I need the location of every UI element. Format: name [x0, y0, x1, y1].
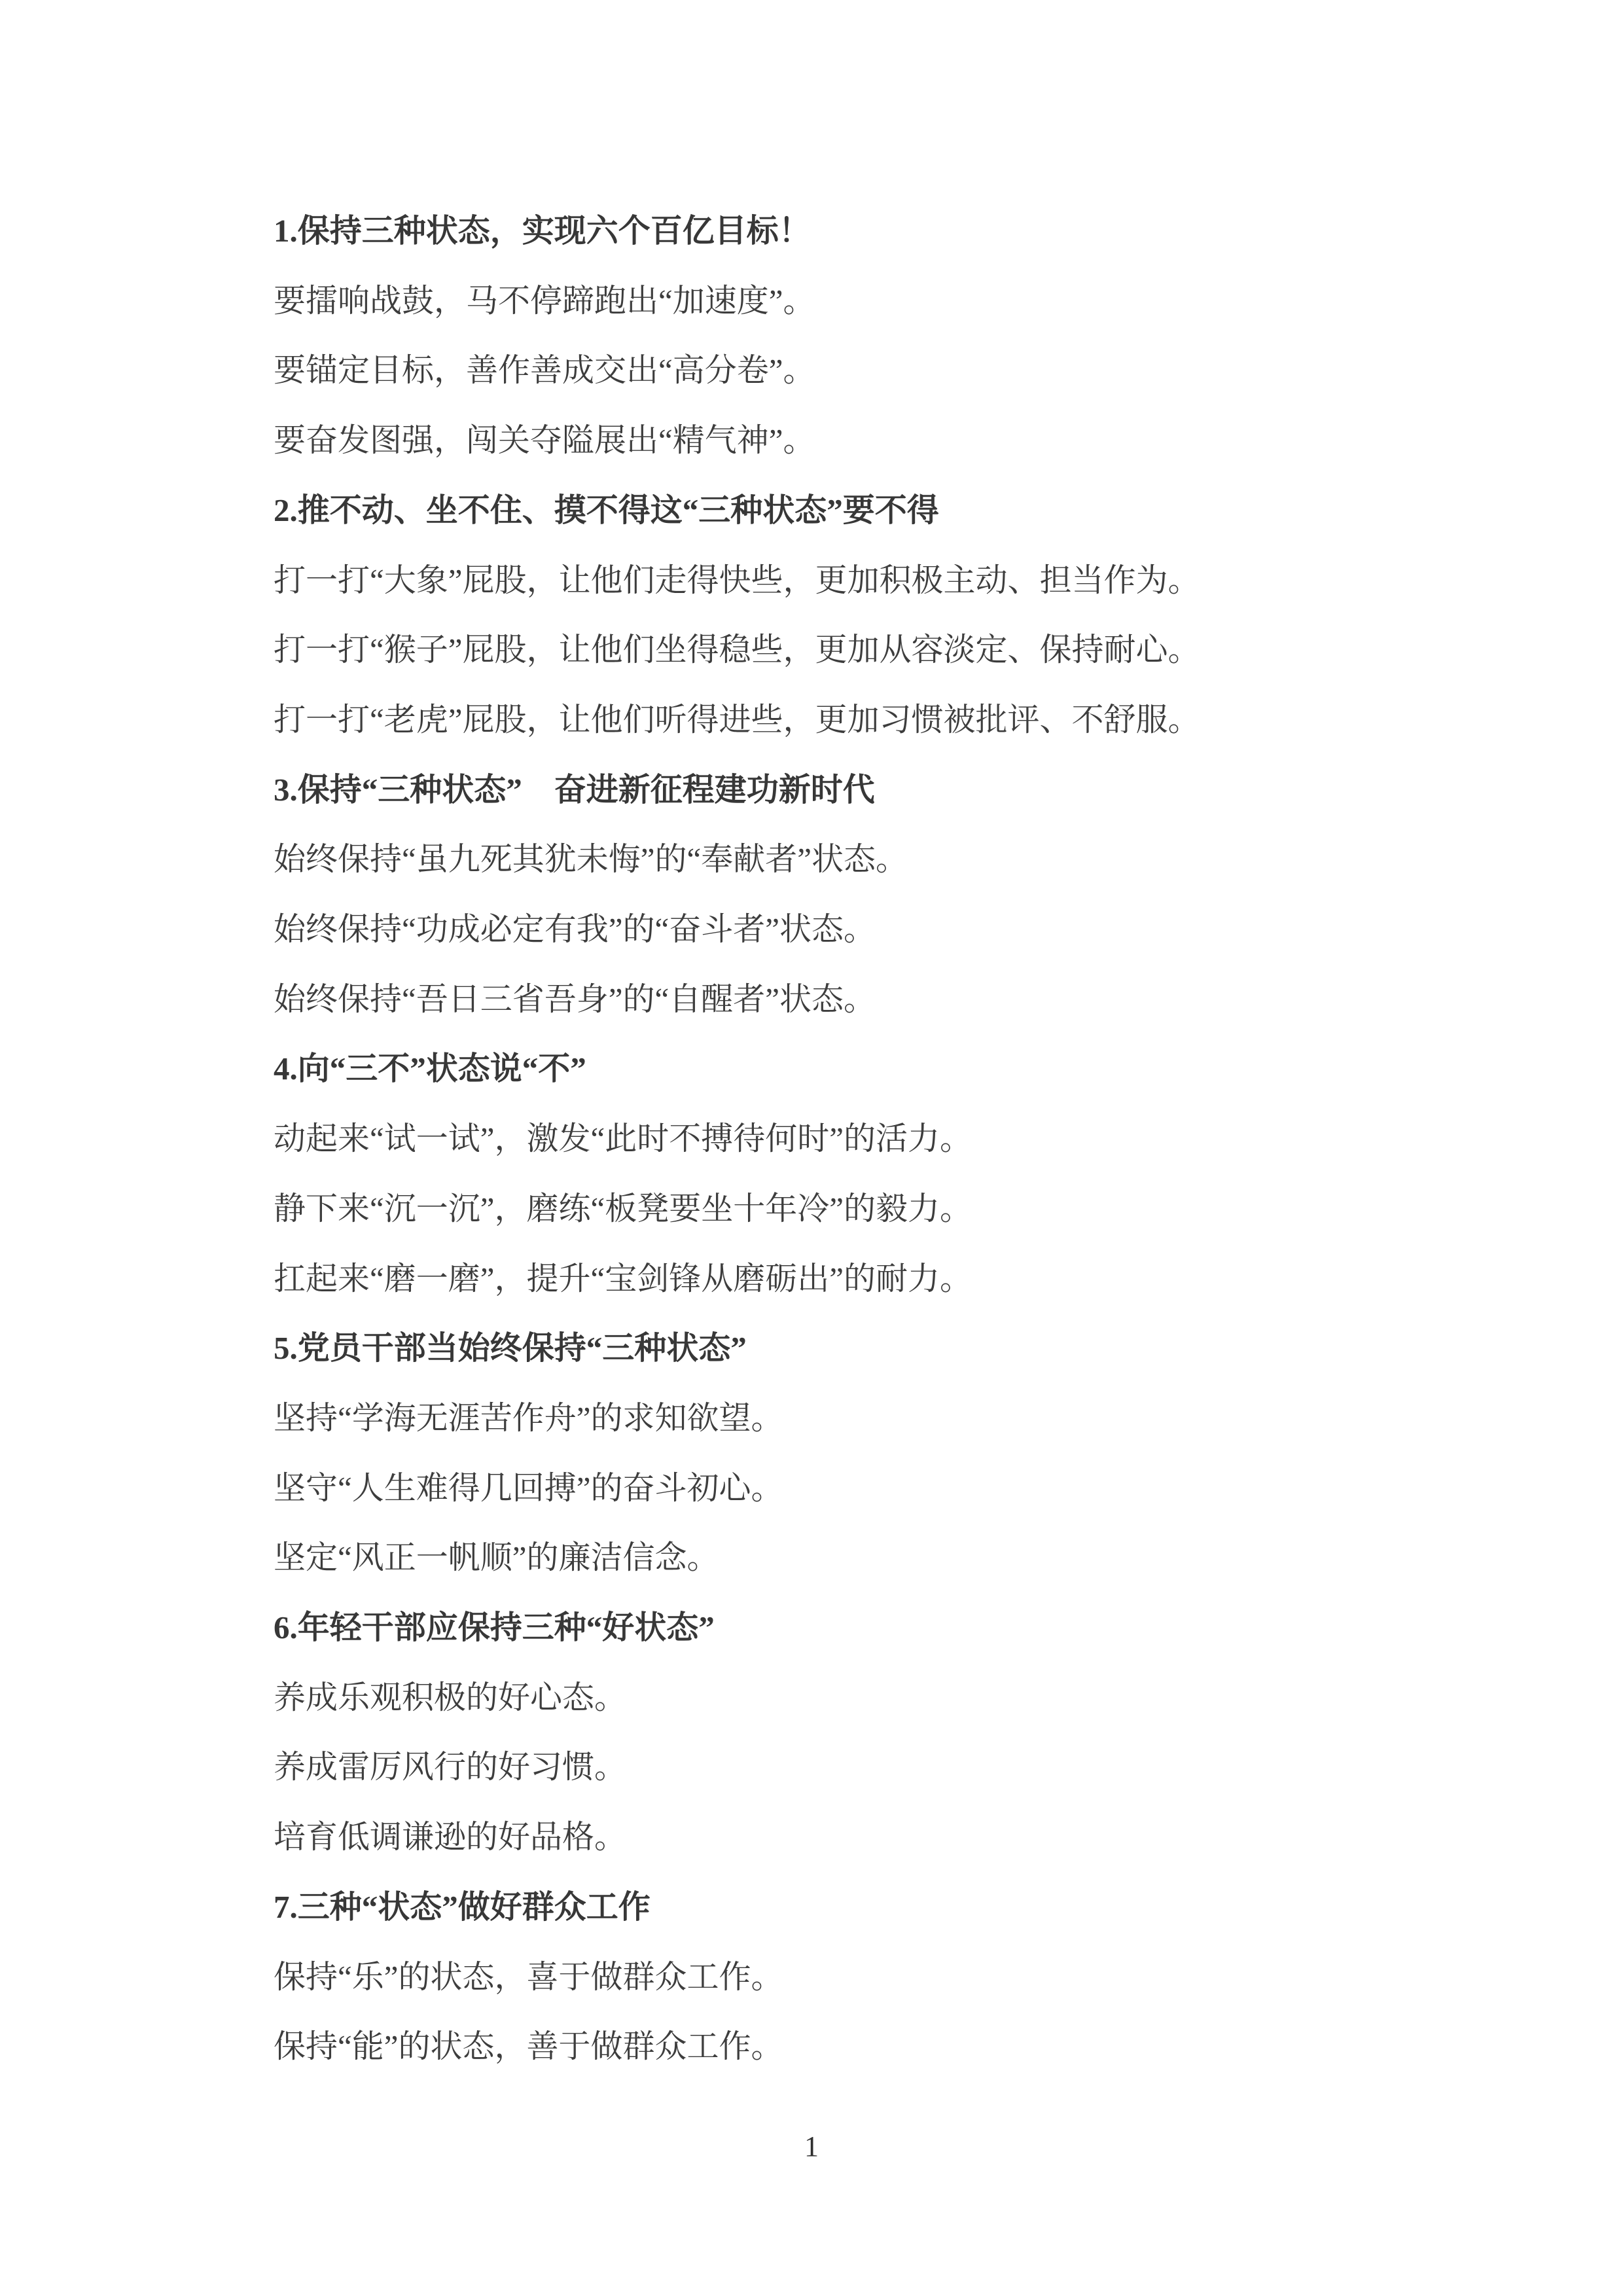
section-4-paragraph-3: 扛起来“磨一磨”，提升“宝剑锋从磨砺出”的耐力。	[274, 1260, 972, 1297]
page-number: 1	[804, 2130, 819, 2162]
section-2-paragraph-1: 打一打“大象”屁股，让他们走得快些，更加积极主动、担当作为。	[274, 562, 1200, 598]
section-6-paragraph-1: 养成乐观积极的好心态。	[274, 1679, 627, 1715]
section-7-paragraph-1: 保持“乐”的状态，喜于做群众工作。	[274, 1958, 783, 1995]
section-5-paragraph-1: 坚持“学海无涯苦作舟”的求知欲望。	[274, 1399, 783, 1436]
section-5-paragraph-3: 坚定“风正一帆顺”的廉洁信念。	[274, 1539, 719, 1576]
section-3-paragraph-2: 始终保持“功成必定有我”的“奋斗者”状态。	[274, 911, 876, 948]
section-7-paragraph-2: 保持“能”的状态，善于做群众工作。	[274, 2028, 783, 2065]
section-2-paragraph-2: 打一打“猴子”屁股，让他们坐得稳些，更加从容淡定、保持耐心。	[274, 632, 1200, 668]
section-3-paragraph-1: 始终保持“虽九死其犹未悔”的“奉献者”状态。	[274, 841, 908, 878]
section-4-paragraph-2: 静下来“沉一沉”，磨练“板凳要坐十年冷”的毅力。	[274, 1190, 972, 1227]
section-1-paragraph-2: 要锚定目标，善作善成交出“高分卷”。	[274, 352, 815, 389]
section-2-heading: 2.推不动、坐不住、摸不得这“三种状态”要不得	[274, 492, 939, 528]
section-1-heading: 1.保持三种状态，实现六个百亿目标！	[274, 213, 811, 249]
section-3-heading: 3.保持“三种状态” 奋进新征程建功新时代	[274, 771, 875, 808]
section-4-heading: 4.向“三不”状态说“不”	[274, 1050, 586, 1087]
section-3-paragraph-3: 始终保持“吾日三省吾身”的“自醒者”状态。	[274, 980, 876, 1017]
document-body	[274, 196, 1406, 2082]
section-6-heading: 6.年轻干部应保持三种“好状态”	[274, 1609, 715, 1646]
section-6-paragraph-3: 培育低调谦逊的好品格。	[274, 1819, 627, 1856]
section-7-heading: 7.三种“状态”做好群众工作	[274, 1888, 651, 1925]
section-5-paragraph-2: 坚守“人生难得几回搏”的奋斗初心。	[274, 1469, 783, 1506]
section-4-paragraph-1: 动起来“试一试”，激发“此时不搏待何时”的活力。	[274, 1121, 972, 1157]
section-1-paragraph-1: 要擂响战鼓，马不停蹄跑出“加速度”。	[274, 282, 815, 319]
section-1-paragraph-3: 要奋发图强，闯关夺隘展出“精气神”。	[274, 422, 815, 459]
section-5-heading: 5.党员干部当始终保持“三种状态”	[274, 1330, 747, 1367]
section-6-paragraph-2: 养成雷厉风行的好习惯。	[274, 1749, 627, 1785]
section-2-paragraph-3: 打一打“老虎”屁股，让他们听得进些，更加习惯被批评、不舒服。	[274, 701, 1200, 738]
